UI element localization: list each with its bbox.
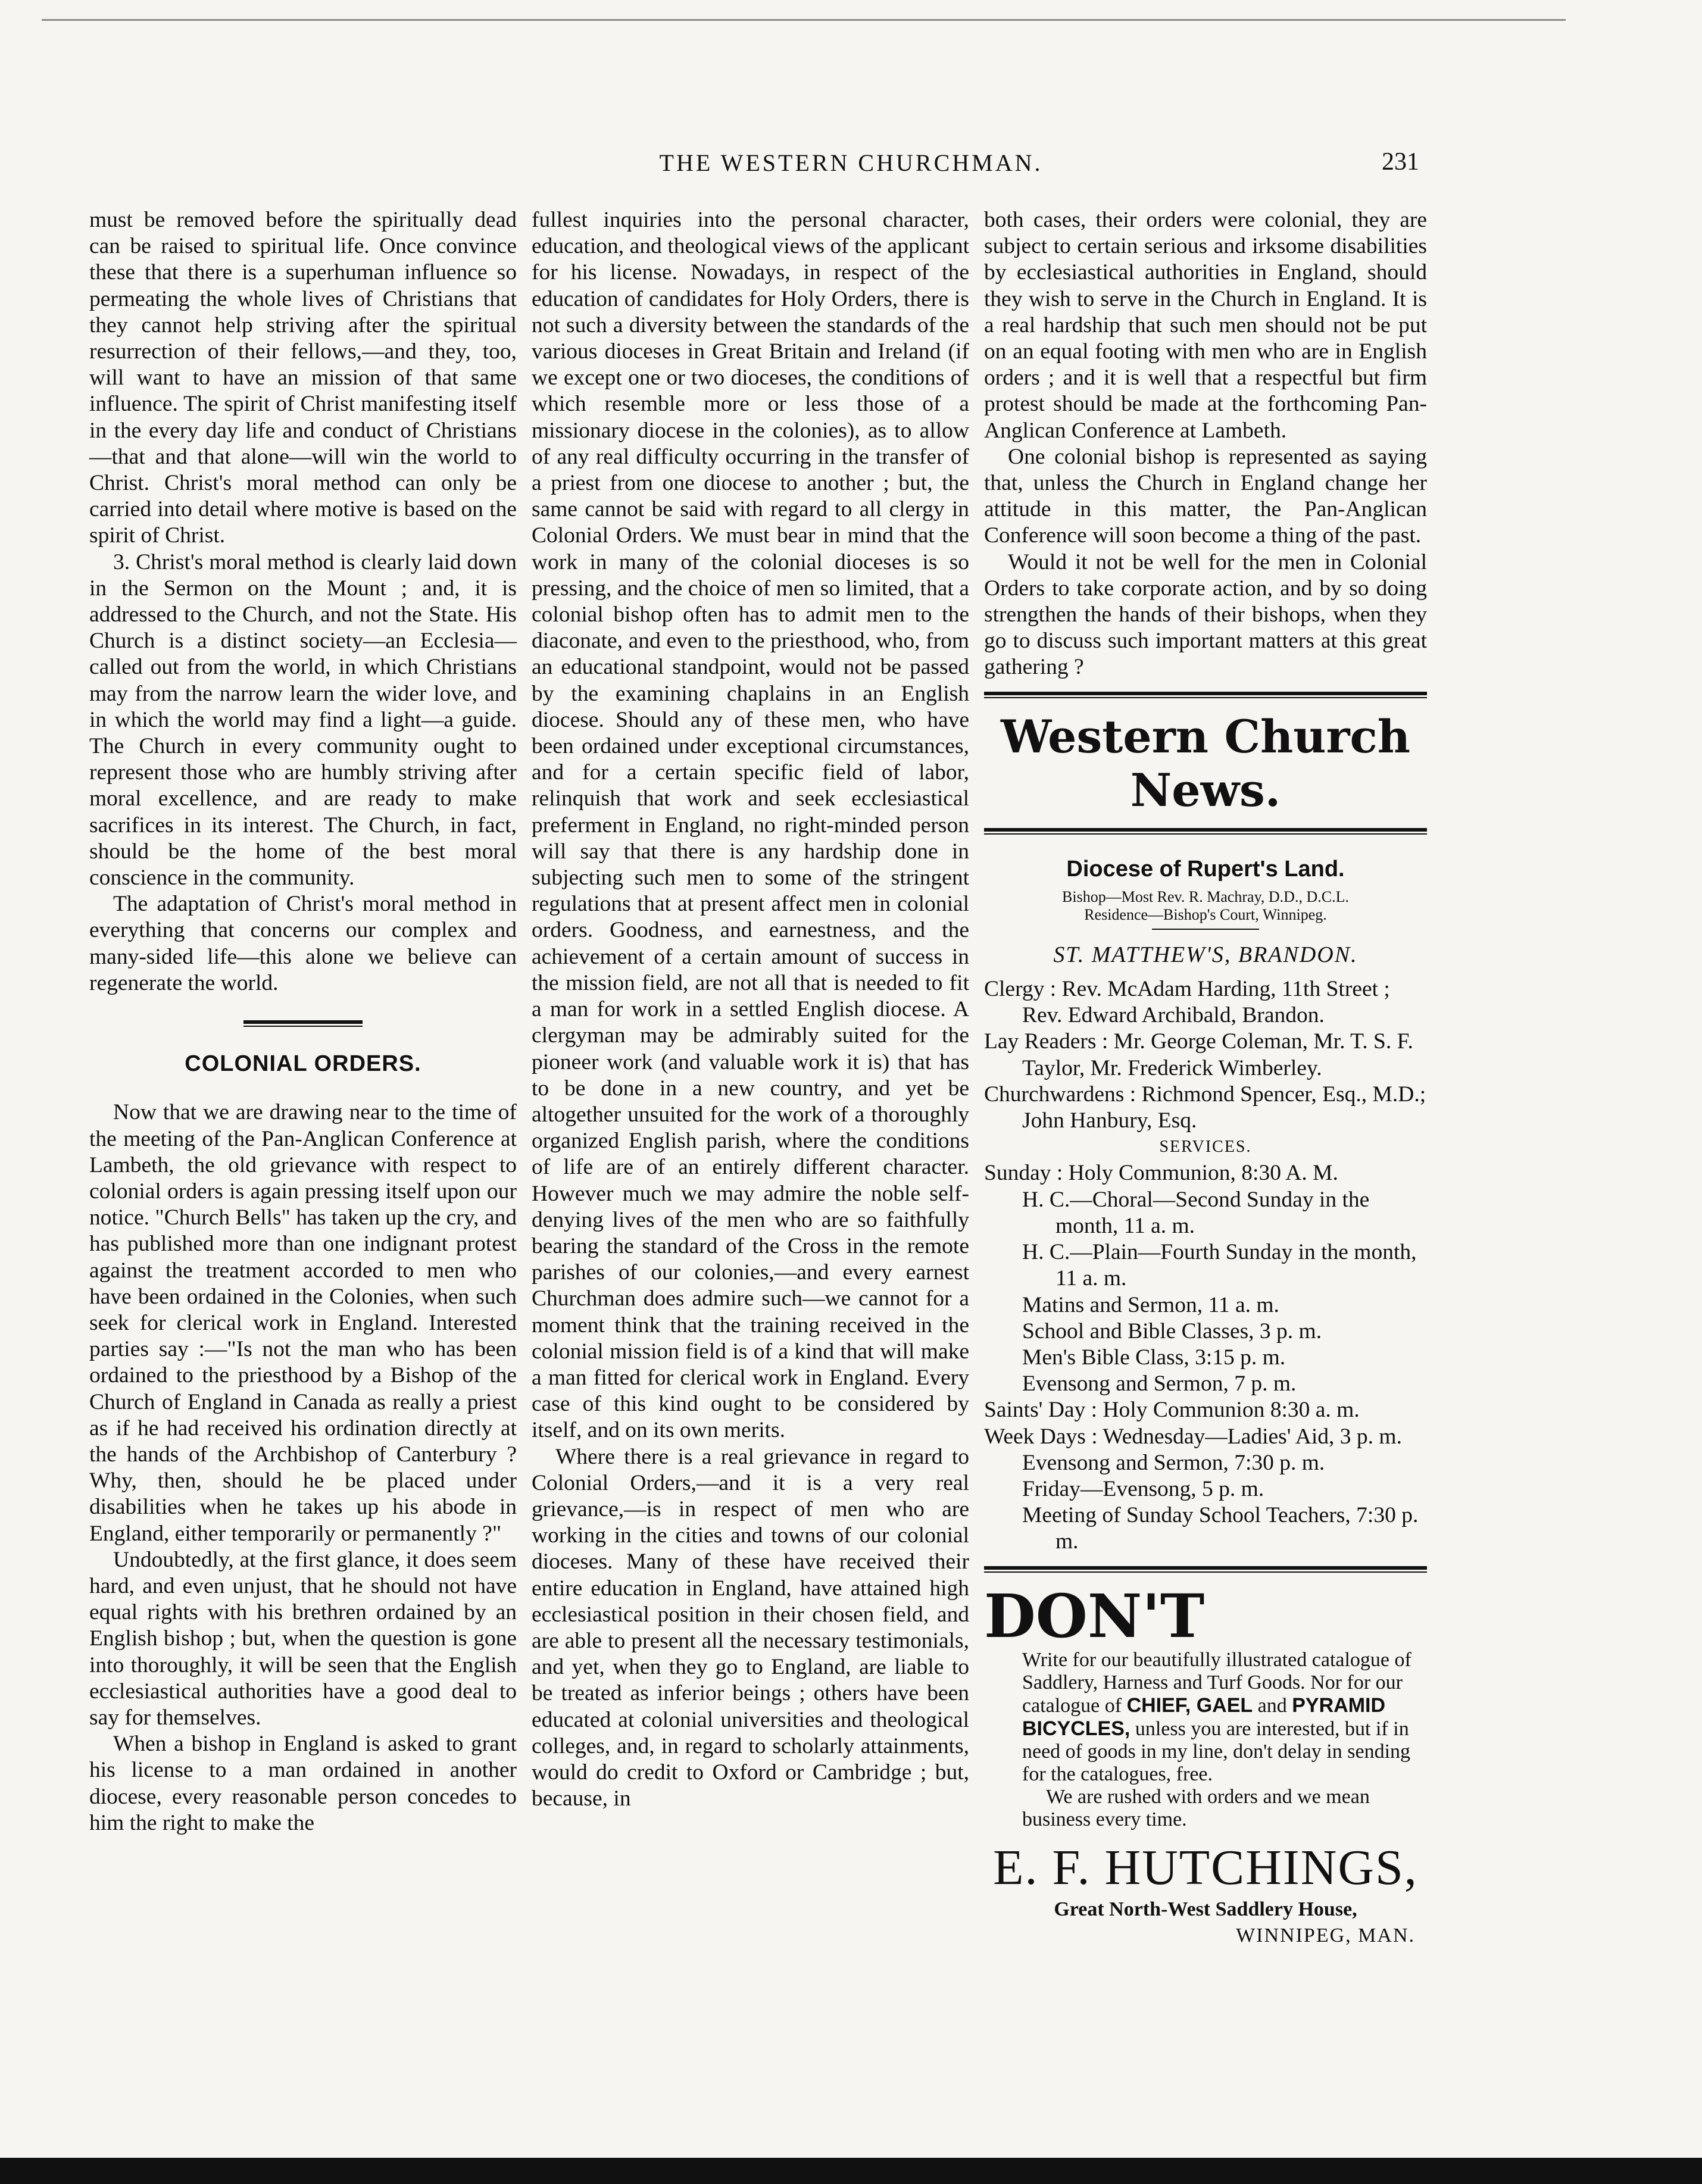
ad-text: Write for our beautifully illustrated catalogue of Saddlery, Harness and Turf Goods. Nor for our catalogue of <box>1022 1648 1411 1717</box>
services-label: SERVICES. <box>1159 1138 1252 1157</box>
paragraph: Where there is a real grievance in regard to Colonial Orders,—and it is a very real grievance,—is in respect of men who are working in the cities and towns of our colonial dioceses. Many of these have received their entire education in England, have attained high ecclesiastical position in their chosen field, and are able to present all the necessary testimonials, and yet, when they go to England, are liable to be treated as inferior beings ; others have been educated at colonial universities and theological colleges, and, in regard to scholarly attainments, would do credit to Oxford or Cambridge ; but, because, in <box>532 1444 969 1811</box>
saints-day-line: Saints' Day : Holy Communion 8:30 a. m. <box>984 1398 1360 1423</box>
ad-text: and <box>1257 1694 1287 1717</box>
column-1 <box>89 207 517 1836</box>
service-line: Friday—Evensong, 5 p. m. <box>1022 1476 1264 1501</box>
paragraph: fullest inquiries into the personal character, education, and theological views of the applicant for his license. Nowadays, in respect of the education of candidates for Holy Orders, there is not such a diversity between the standards of the various dioceses in Great Britain and Ireland (if we except one or two dioceses, the conditions of which resemble more or less those of a missionary diocese in the colonies), as to allow of any real difficulty occurring in the transfer of a priest from one diocese to another ; but, the same cannot be said with regard to all clergy in Colonial Orders. We must bear in mind that the work in many of the colonial dioceses is so pressing, and the choice of men so limited, that a colonial bishop often has to admit men to the diaconate, and even to the priesthood, who, from an educational standpoint, would not be passed by the examining chaplains in an English diocese. Should any of these men, who have been ordained under exceptional circumstances, and for a certain specific field of labor, relinquish that work and seek ecclesiastical preferment in England, no right-minded person will say that there is any hardship done in subjecting such men to some of the stringent regulations that at present affect men in colonial orders. Goodness, and earnestness, and the achievement of a certain amount of success in the mission field, are not all that is needed to fit a man for work in a settled English diocese. A clergyman may be admirably suited for the pioneer work (and valuable work it is) that has to be done in a new country, and yet be altogether unsuited for the work of a thoroughly organized English parish, where the conditions of life are of an entirely different character. However much we may admire the noble self-denying lives of the men who are so faithfully bearing the standard of the Cross in the remote parishes of our colonies,—and every earnest Churchman does admire such—we cannot for a moment think that the training received in the colonial mission field is of a kind that will make a man fitted for clerical work in England. Every case of this kind ought to be considered by itself, and on its own merits. <box>532 208 969 1443</box>
service-line: Meeting of Sunday School Teachers, 7:30 p. m. <box>1022 1503 1419 1554</box>
section-heading: COLONIAL ORDERS. <box>185 1051 421 1077</box>
masthead: Western Church News. <box>1000 710 1411 817</box>
service-line: Evensong and Sermon, 7:30 p. m. <box>1022 1450 1325 1475</box>
ad-city: WINNIPEG, MAN. <box>1236 1924 1415 1946</box>
column-3 <box>984 207 1427 1949</box>
paragraph: The adaptation of Christ's moral method in everything that concerns our complex and many-sided life—this alone we believe can regenerate the world. <box>89 892 517 995</box>
divider <box>1152 929 1259 930</box>
top-border-line <box>42 19 1566 21</box>
running-head: THE WESTERN CHURCHMAN. <box>659 149 1043 176</box>
service-line: Men's Bible Class, 3:15 p. m. <box>1022 1345 1286 1370</box>
paragraph: When a bishop in England is asked to grant his license to a man ordained in another diocese, every reasonable person concedes to him the right to make the <box>89 1732 517 1835</box>
churchwardens-line: Churchwardens : Richmond Spencer, Esq., M.D.; John Hanbury, Esq. <box>984 1082 1426 1133</box>
ad-advertiser-name: E. F. HUTCHINGS, <box>993 1839 1418 1895</box>
paragraph: Undoubtedly, at the first glance, it does seem hard, and even unjust, that he should not have equal rights with his brethren ordained by an English bishop ; but, when the question is gone into thoroughly, it will be seen that the English ecclesiastical authorities have a good deal to say for themselves. <box>89 1547 517 1730</box>
ad-brand: PYRAMID BICYCLES, <box>1022 1694 1386 1740</box>
paragraph: both cases, their orders were colonial, they are subject to certain serious and irksome disabilities by ecclesiastical authorities in England, should they wish to serve in the Church in England. It is a real hardship that such men should not be put on an equal footing with men who are in English orders ; and it is well that a respectful but firm protest should be made at the forthcoming Pan-Anglican Conference at Lambeth. <box>984 208 1427 443</box>
service-line: H. C.—Choral—Second Sunday in the month, 11 a. m. <box>1022 1187 1370 1238</box>
paragraph: 3. Christ's moral method is clearly laid down in the Sermon on the Mount ; and, it is addressed to the Church, and not the State. His Church is a distinct society—an Ecclesia—called out from the world, in which Christians may from the narrow learn the wider love, and in which the world may find a light—a guide. The Church in every community ought to represent those who are humbly striving after moral excellence, and are ready to make sacrifices in its interest. The Church, in fact, should be the home of the best moral conscience in the community. <box>89 549 517 891</box>
paragraph: must be removed before the spiritually dead can be raised to spiritual life. Once convince these that there is a superhuman influence so permeating the whole lives of Christians that they cannot help striving after the spiritual resurrection of their fellows,—and they, too, will want to have an mission of that same influence. The spirit of Christ manifesting itself in the every day life and conduct of Christians—that and that alone—will win the world to Christ. Christ's moral method can only be carried into detail where motive is based on the spirit of Christ. <box>89 208 517 548</box>
paragraph: Now that we are drawing near to the time of the meeting of the Pan-Anglican Conference at Lambeth, the old grievance with respect to colonial orders is again pressing itself upon our notice. "Church Bells" has taken up the cry, and has published more than one indignant protest against the treatment accorded to men who have been ordained in the Colonies, when such seek for clerical work in England. Interested parties say :—"Is not the man who has been ordained to the priesthood by a Bishop of the Church of England in Canada as really a priest as if he had received his ordination directly at the hands of the Archbishop of Canterbury ? Why, then, should he be placed under disabilities when he takes up his abode in England, either temporarily or permanently ?" <box>89 1100 517 1546</box>
sunday-line: Sunday : Holy Communion, 8:30 A. M. <box>984 1161 1338 1186</box>
ad-business: Great North-West Saddlery House, <box>1054 1898 1357 1920</box>
service-line: Evensong and Sermon, 7 p. m. <box>1022 1371 1297 1396</box>
column-2 <box>532 207 969 1812</box>
service-line: H. C.—Plain—Fourth Sunday in the month, 11 a. m. <box>1022 1240 1417 1291</box>
masthead-rule-bottom <box>984 828 1427 835</box>
paragraph: One colonial bishop is represented as saying that, unless the Church in England change her attitude in this matter, the Pan-Anglican Conference will soon become a thing of the past. <box>984 444 1427 548</box>
service-line: School and Bible Classes, 3 p. m. <box>1022 1318 1322 1343</box>
service-line: Matins and Sermon, 11 a. m. <box>1022 1292 1279 1317</box>
week-days-line: Week Days : Wednesday—Ladies' Aid, 3 p. m. <box>984 1424 1402 1449</box>
diocese-heading: Diocese of Rupert's Land. <box>1066 856 1345 882</box>
ad-body <box>984 1649 1427 1786</box>
paragraph: Would it not be well for the men in Colonial Orders to take corporate action, and by so doing strengthen the hands of their bishops, when they go to discuss such important matters at this great gathering ? <box>984 549 1427 680</box>
masthead-rule-top <box>984 692 1427 698</box>
parish-heading: ST. MATTHEW'S, BRANDON. <box>1053 942 1358 967</box>
bishop-line: Bishop—Most Rev. R. Machray, D.D., D.C.L. <box>1062 888 1349 905</box>
ad-body-2: We are rushed with orders and we mean business every time. <box>1022 1785 1370 1830</box>
ad-headline: DON'T <box>984 1580 1205 1651</box>
residence-line: Residence—Bishop's Court, Winnipeg. <box>1084 905 1327 923</box>
ad-text: unless you are interested, but if in need of goods in my line, don't delay in sending for the catalogues, free. <box>1022 1717 1411 1785</box>
ad-brand: CHIEF, GAEL <box>1126 1694 1253 1717</box>
clergy-line: Clergy : Rev. McAdam Harding, 11th Street ; Rev. Edward Archibald, Brandon. <box>984 977 1390 1028</box>
scan-bottom-edge <box>0 2158 1702 2184</box>
page-number: 231 <box>1382 148 1419 176</box>
section-rule <box>243 1020 363 1027</box>
parish-listing <box>984 976 1427 1555</box>
lay-readers-line: Lay Readers : Mr. George Coleman, Mr. T. S. F. Taylor, Mr. Frederick Wimberley. <box>984 1029 1413 1080</box>
ad-rule <box>984 1566 1427 1573</box>
